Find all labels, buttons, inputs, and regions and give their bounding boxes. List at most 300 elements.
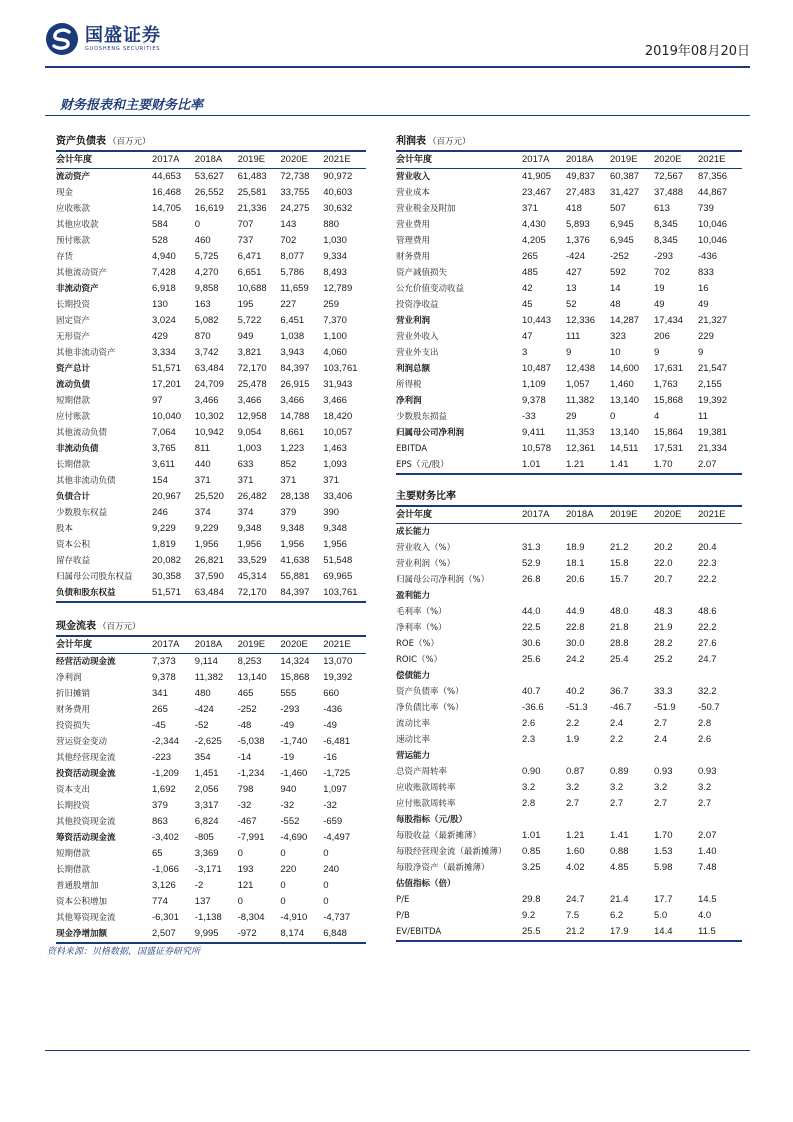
row-value: 103,761 bbox=[323, 363, 358, 374]
row-value: 15,868 bbox=[654, 395, 684, 406]
row-value: 2,155 bbox=[698, 379, 722, 390]
row-value: 1,460 bbox=[610, 379, 634, 390]
row-value: 5,893 bbox=[566, 219, 590, 230]
row-value: 72,170 bbox=[237, 363, 267, 374]
row-value: 418 bbox=[566, 203, 582, 214]
row-label: EBITDA bbox=[396, 444, 428, 454]
table-row bbox=[396, 732, 742, 748]
row-value bbox=[654, 588, 698, 604]
row-value: 14 bbox=[610, 283, 621, 294]
row-value: 48.0 bbox=[610, 606, 629, 617]
row-value: 7.5 bbox=[566, 910, 580, 921]
table-header-row bbox=[56, 152, 366, 169]
row-value: 3,742 bbox=[194, 347, 219, 358]
row-label: 负债和股东权益 bbox=[56, 585, 152, 602]
row-value: 90,972 bbox=[323, 171, 353, 182]
row-value: 14,705 bbox=[152, 203, 182, 214]
row-value: 880 bbox=[323, 219, 340, 230]
column-header: 2021E bbox=[323, 637, 366, 654]
row-value: 21.9 bbox=[654, 622, 673, 633]
row-value: -7,991 bbox=[237, 832, 265, 843]
row-value: 9,229 bbox=[194, 523, 219, 534]
row-value: 3,024 bbox=[152, 315, 176, 326]
row-value: 2.6 bbox=[522, 718, 536, 729]
row-value: -32 bbox=[323, 800, 337, 811]
row-value: 379 bbox=[152, 800, 168, 811]
table-row bbox=[396, 828, 742, 844]
table-row bbox=[56, 553, 366, 569]
table-row bbox=[396, 185, 742, 201]
table-row bbox=[396, 844, 742, 860]
row-value: 0.89 bbox=[610, 766, 629, 777]
table-row bbox=[396, 540, 742, 556]
row-label: 其他投资现金流 bbox=[56, 817, 116, 827]
column-header: 2021E bbox=[698, 507, 742, 524]
row-value: 37,590 bbox=[194, 571, 224, 582]
row-value: 1.21 bbox=[566, 457, 610, 474]
row-value: 2.3 bbox=[522, 734, 536, 745]
row-value: 1,093 bbox=[323, 459, 347, 470]
table-row bbox=[396, 233, 742, 249]
row-value: 63,484 bbox=[194, 363, 224, 374]
row-value: 2.2 bbox=[610, 734, 624, 745]
row-value: 12,789 bbox=[323, 283, 353, 294]
row-label: 长期借款 bbox=[56, 865, 91, 875]
row-value: 1,451 bbox=[194, 768, 219, 779]
row-value: 485 bbox=[522, 267, 538, 278]
row-value: 949 bbox=[237, 331, 254, 342]
row-label: 营业外收入 bbox=[396, 332, 439, 342]
row-label: 应付账款 bbox=[56, 412, 91, 422]
row-label: 负债合计 bbox=[56, 492, 91, 502]
row-label: 应收账款周转率 bbox=[396, 783, 456, 793]
table-row bbox=[396, 636, 742, 652]
row-value: 3,466 bbox=[323, 395, 347, 406]
row-value: 24,275 bbox=[280, 203, 310, 214]
row-label: 现金净增加额 bbox=[56, 926, 152, 943]
row-label: 归属母公司股东权益 bbox=[56, 572, 133, 582]
row-value: 9,229 bbox=[152, 523, 176, 534]
column-header: 2020E bbox=[654, 507, 698, 524]
row-value bbox=[566, 812, 610, 828]
row-value: 12,361 bbox=[566, 443, 596, 454]
table-row bbox=[396, 908, 742, 924]
row-value: 137 bbox=[194, 896, 211, 907]
row-label: 归属母公司净利润（%） bbox=[396, 575, 490, 585]
row-value: 1,100 bbox=[323, 331, 347, 342]
row-value: 14.5 bbox=[698, 894, 717, 905]
row-value: 6.2 bbox=[610, 910, 624, 921]
row-value: 2.4 bbox=[610, 718, 624, 729]
row-value: 8,174 bbox=[280, 926, 323, 943]
row-label: 资产负债率（%） bbox=[396, 687, 464, 697]
row-value: 26.8 bbox=[522, 574, 541, 585]
row-value: 220 bbox=[280, 864, 297, 875]
row-value: -252 bbox=[610, 251, 630, 262]
balance-sheet-table bbox=[56, 135, 366, 603]
table-row bbox=[396, 524, 742, 541]
row-value: 528 bbox=[152, 235, 168, 246]
row-label: 营业利润 bbox=[396, 316, 431, 326]
row-value: 15.8 bbox=[610, 558, 629, 569]
column-header: 2019E bbox=[610, 152, 654, 169]
report-date: 2019年08月20日 bbox=[644, 44, 750, 59]
row-value: -51.9 bbox=[654, 702, 676, 713]
header-label: 会计年度 bbox=[396, 152, 522, 169]
row-value: -805 bbox=[194, 832, 214, 843]
row-value: 29 bbox=[566, 411, 577, 422]
row-value: 1.70 bbox=[654, 830, 673, 841]
row-label: 资本支出 bbox=[56, 785, 91, 795]
row-value: 121 bbox=[237, 880, 254, 891]
row-value: -50.7 bbox=[698, 702, 720, 713]
row-value: 1,003 bbox=[237, 443, 262, 454]
row-value: 17,631 bbox=[654, 363, 684, 374]
table-row bbox=[56, 585, 366, 602]
row-value: 2.7 bbox=[698, 798, 712, 809]
table-row bbox=[396, 345, 742, 361]
row-value: 32.2 bbox=[698, 686, 717, 697]
row-value bbox=[654, 668, 698, 684]
row-value: 5.0 bbox=[654, 910, 668, 921]
row-value: 44.9 bbox=[566, 606, 585, 617]
column-header: 2018A bbox=[566, 507, 610, 524]
table-row bbox=[396, 812, 742, 828]
row-value: 10,487 bbox=[522, 363, 552, 374]
column-header: 2017A bbox=[522, 507, 566, 524]
row-value: 10,046 bbox=[698, 235, 728, 246]
row-value: -424 bbox=[194, 704, 214, 715]
row-value: -3,402 bbox=[152, 832, 179, 843]
row-value: 45 bbox=[522, 299, 533, 310]
row-value: 37,488 bbox=[654, 187, 684, 198]
row-value: 940 bbox=[280, 784, 297, 795]
row-value: 2,056 bbox=[194, 784, 219, 795]
table-row bbox=[56, 457, 366, 473]
row-label: 少数股东损益 bbox=[396, 412, 448, 422]
header-label: 会计年度 bbox=[396, 507, 522, 524]
row-value: 13,140 bbox=[610, 427, 640, 438]
row-value: 22.3 bbox=[698, 558, 717, 569]
row-value bbox=[522, 876, 566, 892]
row-value: 592 bbox=[610, 267, 626, 278]
header-label: 会计年度 bbox=[56, 152, 152, 169]
row-value bbox=[698, 876, 742, 892]
row-value: -4,737 bbox=[323, 912, 351, 923]
row-label: 营业税金及附加 bbox=[396, 204, 456, 214]
row-value bbox=[654, 524, 698, 541]
row-value: 17.7 bbox=[654, 894, 673, 905]
row-value: 9 bbox=[566, 347, 572, 358]
row-value: 5,082 bbox=[194, 315, 219, 326]
row-value: 69,965 bbox=[323, 571, 353, 582]
page-header bbox=[45, 22, 750, 67]
row-value: 3,466 bbox=[280, 395, 305, 406]
row-label: 现金 bbox=[56, 188, 74, 198]
row-value: 19,392 bbox=[323, 672, 353, 683]
row-label: 所得税 bbox=[396, 380, 422, 390]
row-value: 1.41 bbox=[610, 830, 629, 841]
row-value: 7,373 bbox=[152, 656, 176, 667]
row-value: 429 bbox=[152, 331, 168, 342]
row-value: 0 bbox=[610, 411, 616, 422]
row-value: 13,140 bbox=[610, 395, 640, 406]
row-value: 4,430 bbox=[522, 219, 546, 230]
table-row bbox=[56, 393, 366, 409]
table-row bbox=[56, 409, 366, 425]
row-value: 17,531 bbox=[654, 443, 684, 454]
row-value: 84,397 bbox=[280, 363, 310, 374]
column-header: 2020E bbox=[280, 637, 323, 654]
row-value: 2.07 bbox=[698, 830, 717, 841]
row-label: 其他应收款 bbox=[56, 220, 99, 230]
row-value: 8,493 bbox=[323, 267, 347, 278]
row-value: 19 bbox=[654, 283, 665, 294]
row-value bbox=[522, 524, 566, 541]
row-value: 63,484 bbox=[195, 585, 238, 602]
row-value: 0.93 bbox=[698, 766, 717, 777]
row-value: 10 bbox=[610, 347, 621, 358]
row-value: -32 bbox=[237, 800, 252, 811]
row-label: 长期借款 bbox=[56, 460, 91, 470]
row-value: 30,358 bbox=[152, 571, 182, 582]
row-value: -436 bbox=[698, 251, 718, 262]
row-value: 52 bbox=[566, 299, 577, 310]
row-value: 11,382 bbox=[566, 395, 595, 406]
row-value bbox=[698, 812, 742, 828]
row-value: 26,915 bbox=[280, 379, 310, 390]
table-row bbox=[56, 670, 366, 686]
row-value: 31,943 bbox=[323, 379, 353, 390]
table-row bbox=[56, 702, 366, 718]
row-value: 1.21 bbox=[566, 830, 585, 841]
row-label: 净利润 bbox=[396, 396, 422, 406]
row-value: 265 bbox=[522, 251, 538, 262]
row-value: -16 bbox=[323, 752, 337, 763]
row-value bbox=[610, 876, 654, 892]
row-value: 2.8 bbox=[522, 798, 536, 809]
row-value: 9,054 bbox=[237, 427, 262, 438]
footer-divider bbox=[45, 1050, 750, 1051]
row-label: 筹资活动现金流 bbox=[56, 833, 116, 843]
row-value bbox=[610, 748, 654, 764]
row-value bbox=[610, 668, 654, 684]
row-value: 14,788 bbox=[280, 411, 310, 422]
table-row bbox=[396, 748, 742, 764]
table-row bbox=[396, 297, 742, 313]
row-value: 2.7 bbox=[654, 718, 668, 729]
table-row bbox=[396, 892, 742, 908]
row-label: 流动比率 bbox=[396, 719, 431, 729]
row-label: 净利润 bbox=[56, 673, 82, 683]
row-value: 1,819 bbox=[152, 539, 176, 550]
row-label: 财务费用 bbox=[396, 252, 431, 262]
column-header: 2021E bbox=[323, 152, 366, 169]
row-value: 15,868 bbox=[280, 672, 310, 683]
row-value: -1,725 bbox=[323, 768, 351, 779]
row-value: 4,940 bbox=[152, 251, 176, 262]
row-value: 28,138 bbox=[280, 491, 310, 502]
row-value: 12,438 bbox=[566, 363, 596, 374]
row-label: 无形资产 bbox=[56, 332, 91, 342]
row-label: 毛利率（%） bbox=[396, 607, 447, 617]
table-row bbox=[56, 798, 366, 814]
row-label: 每股经营现金流（最新摊薄） bbox=[396, 847, 507, 857]
row-value bbox=[566, 668, 610, 684]
row-value: 7,428 bbox=[152, 267, 176, 278]
row-value: 23,467 bbox=[522, 187, 552, 198]
ratios-title: 主要财务比率 bbox=[396, 490, 742, 507]
row-value: -8,304 bbox=[237, 912, 265, 923]
row-value: 72,170 bbox=[238, 585, 281, 602]
row-value: -5,038 bbox=[237, 736, 265, 747]
row-label: 资产总计 bbox=[56, 364, 91, 374]
row-value: 1,692 bbox=[152, 784, 176, 795]
row-value: 18.9 bbox=[566, 542, 585, 553]
row-value: 10,057 bbox=[323, 427, 353, 438]
table-row bbox=[56, 814, 366, 830]
row-value: 22.0 bbox=[654, 558, 673, 569]
row-value: -1,138 bbox=[194, 912, 222, 923]
row-value: -46.7 bbox=[610, 702, 632, 713]
row-value: 22.8 bbox=[566, 622, 585, 633]
row-value: 55,881 bbox=[280, 571, 310, 582]
row-value: 11,382 bbox=[194, 672, 224, 683]
row-value: 240 bbox=[323, 864, 340, 875]
table-row bbox=[396, 201, 742, 217]
row-value: 660 bbox=[323, 688, 340, 699]
row-value: 30.6 bbox=[522, 638, 541, 649]
table-row bbox=[396, 876, 742, 892]
row-value: -4,497 bbox=[323, 832, 351, 843]
row-label: 投资损失 bbox=[56, 721, 91, 731]
row-value: 21,547 bbox=[698, 363, 728, 374]
row-value bbox=[566, 876, 610, 892]
row-value: 10,046 bbox=[698, 219, 728, 230]
table-row bbox=[396, 249, 742, 265]
row-value bbox=[698, 524, 742, 541]
row-value: 1,956 bbox=[194, 539, 219, 550]
income-statement-title: 利润表 （百万元） bbox=[396, 135, 742, 152]
table-row bbox=[56, 878, 366, 894]
row-value: 20.6 bbox=[566, 574, 585, 585]
row-value: 323 bbox=[610, 331, 626, 342]
row-label: 应收账款 bbox=[56, 204, 91, 214]
row-value: 48.6 bbox=[698, 606, 717, 617]
table-row bbox=[396, 780, 742, 796]
row-value bbox=[522, 588, 566, 604]
row-value: 20,082 bbox=[152, 555, 182, 566]
table-row bbox=[396, 361, 742, 377]
row-value: 30.0 bbox=[566, 638, 585, 649]
row-value: 1,376 bbox=[566, 235, 590, 246]
row-value: 21.2 bbox=[566, 924, 610, 941]
row-value: 33,406 bbox=[323, 491, 353, 502]
row-value: 26,482 bbox=[237, 491, 267, 502]
row-value: 440 bbox=[194, 459, 211, 470]
row-value: 97 bbox=[152, 395, 163, 406]
row-value: 0 bbox=[194, 219, 201, 230]
row-value: 21.8 bbox=[610, 622, 629, 633]
row-value: 5,786 bbox=[280, 267, 305, 278]
table-row bbox=[396, 265, 742, 281]
row-label: 经营活动现金流 bbox=[56, 657, 116, 667]
row-value: -659 bbox=[323, 816, 343, 827]
row-value bbox=[654, 748, 698, 764]
logo-chinese-name: 国盛证券 bbox=[85, 25, 161, 46]
row-value: 371 bbox=[280, 475, 297, 486]
row-value: 1,463 bbox=[323, 443, 347, 454]
table-row bbox=[56, 654, 366, 671]
row-value: 11,659 bbox=[280, 283, 309, 294]
row-value: 1.01 bbox=[522, 457, 566, 474]
row-value: 3.2 bbox=[610, 782, 624, 793]
row-value: 45,314 bbox=[237, 571, 267, 582]
table-row bbox=[56, 537, 366, 553]
row-label: P/B bbox=[396, 911, 410, 921]
row-value: -424 bbox=[566, 251, 586, 262]
table-row bbox=[56, 329, 366, 345]
table-row bbox=[56, 910, 366, 926]
row-value: 9,411 bbox=[522, 427, 546, 438]
row-value: 28.8 bbox=[610, 638, 629, 649]
row-value: 47 bbox=[522, 331, 533, 342]
row-value: 229 bbox=[698, 331, 714, 342]
row-value: 195 bbox=[237, 299, 254, 310]
logo-english-name: GUOSHENG SECURITIES bbox=[85, 46, 161, 52]
column-header: 2017A bbox=[152, 152, 195, 169]
row-label: 净利率（%） bbox=[396, 623, 447, 633]
row-value: 3,611 bbox=[152, 459, 176, 470]
row-value: 390 bbox=[323, 507, 340, 518]
row-value: 9.2 bbox=[522, 910, 536, 921]
table-row bbox=[396, 457, 742, 474]
row-value: -48 bbox=[237, 720, 252, 731]
table-header-row bbox=[56, 637, 366, 654]
column-header: 2018A bbox=[195, 637, 238, 654]
row-value: 6,824 bbox=[194, 816, 219, 827]
row-value: 371 bbox=[237, 475, 254, 486]
row-value: 3.2 bbox=[654, 782, 668, 793]
row-label: 速动比率 bbox=[396, 735, 431, 745]
row-value: 259 bbox=[323, 299, 340, 310]
row-value: 6,651 bbox=[237, 267, 262, 278]
row-value: 465 bbox=[237, 688, 254, 699]
row-value: 4,270 bbox=[194, 267, 219, 278]
table-row bbox=[56, 233, 366, 249]
table-row bbox=[396, 764, 742, 780]
table-row bbox=[56, 361, 366, 377]
row-label: 投资活动现金流 bbox=[56, 769, 116, 779]
row-value: 1,763 bbox=[654, 379, 678, 390]
row-value: 53,627 bbox=[194, 171, 224, 182]
row-value: 0 bbox=[323, 880, 329, 891]
row-value: 14,511 bbox=[610, 443, 639, 454]
row-value: -2 bbox=[194, 880, 204, 891]
row-value: 40.2 bbox=[566, 686, 585, 697]
row-value: 374 bbox=[237, 507, 254, 518]
row-value: 4.0 bbox=[698, 910, 712, 921]
row-value: 2.7 bbox=[566, 798, 580, 809]
row-value: 61,483 bbox=[237, 171, 267, 182]
row-value: 16,619 bbox=[194, 203, 224, 214]
row-value: 27.6 bbox=[698, 638, 717, 649]
row-value: 206 bbox=[654, 331, 670, 342]
table-row bbox=[396, 393, 742, 409]
row-value: 707 bbox=[237, 219, 254, 230]
row-value: 48 bbox=[610, 299, 621, 310]
row-value: 10,942 bbox=[194, 427, 224, 438]
